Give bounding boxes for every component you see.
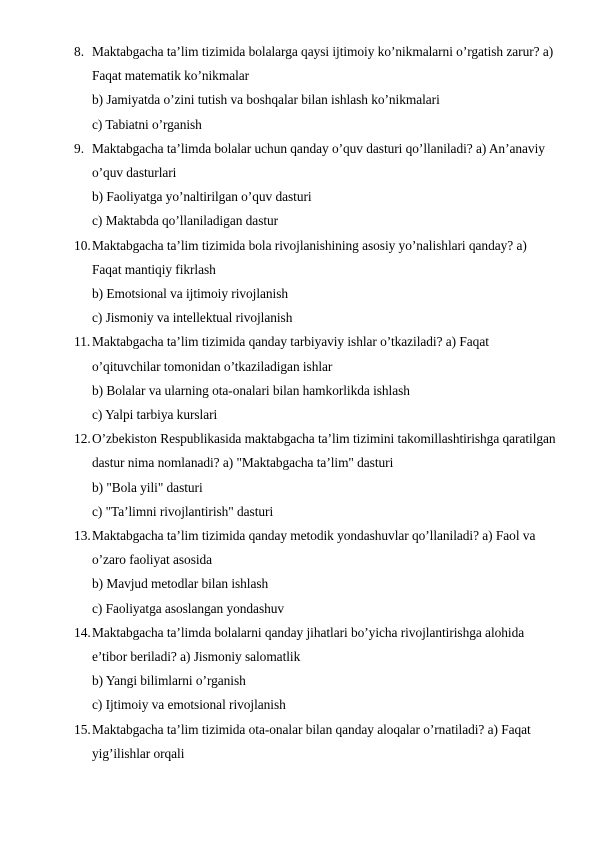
question-number: 9.	[74, 140, 85, 156]
answer-option: c) Tabiatni o’rganish	[92, 116, 202, 132]
answer-option: c) Jismoniy va intellektual rivojlanish	[92, 310, 293, 326]
answer-option: b) Faoliyatga yo’naltirilgan o’quv dasturi	[92, 189, 312, 205]
answer-option: c) "Ta’limni rivojlantirish" dasturi	[92, 503, 274, 519]
question-number: 12.	[74, 431, 91, 447]
question-text: O’zbekiston Respublikasida maktabgacha ta’lim tizimini takomillashtirishga qaratilgan dastur nima nomlanadi? a) "Maktabgacha ta’lim" dasturi	[92, 431, 556, 471]
question-text: Maktabgacha ta’lim tizimida ota-onalar bilan qanday aloqalar o’rnatiladi? a) Faqat yig’ilishlar orqali	[92, 721, 531, 761]
question-number: 8.	[74, 44, 85, 59]
question-number: 15.	[74, 721, 91, 737]
question-number: 13.	[74, 528, 91, 544]
document-page	[0, 40, 595, 766]
answer-option: c) Faoliyatga asoslangan yondashuv	[92, 600, 285, 616]
question-text: Maktabgacha ta’lim tizimida qanday tarbiyaviy ishlar o’tkaziladi? a) Faqat o’qituvchilar tomonidan o’tkaziladigan ishlar	[92, 334, 489, 374]
answer-option: b) Emotsional va ijtimoiy rivojlanish	[92, 286, 289, 302]
answer-option: b) "Bola yili" dasturi	[92, 479, 203, 495]
answer-option: b) Yangi bilimlarni o’rganish	[92, 673, 246, 689]
question-text: Maktabgacha ta’limda bolalar uchun qanday o’quv dasturi qo’llaniladi? a) An’anaviy o’quv dasturlari	[92, 140, 545, 181]
question-text: Maktabgacha ta’lim tizimida qanday metodik yondashuvlar qo’llaniladi? a) Faol va o’zaro faoliyat asosida	[92, 528, 536, 568]
question-item	[0, 330, 595, 427]
answer-option: b) Bolalar va ularning ota-onalari bilan hamkorlikda ishlash	[92, 382, 410, 398]
question-text: Maktabgacha ta’lim tizimida bolalarga qaysi ijtimoiy ko’nikmalarni o’rgatish zarur? a) Faqat matematik ko’nikmalar	[92, 44, 554, 84]
question-item	[0, 427, 595, 524]
question-number: 14.	[74, 624, 91, 640]
question-number: 11.	[74, 334, 91, 350]
answer-option: c) Yalpi tarbiya kurslari	[92, 407, 218, 423]
question-text: Maktabgacha ta’limda bolalarni qanday jihatlari bo’yicha rivojlantirishga alohida e’tibor beriladi? a) Jismoniy salomatlik	[92, 624, 525, 665]
question-item	[0, 718, 595, 766]
answer-option: b) Jamiyatda o’zini tutish va boshqalar bilan ishlash ko’nikmalari	[92, 92, 440, 108]
question-number: 10.	[74, 237, 91, 253]
answer-option: c) Maktabda qo’llaniladigan dastur	[92, 213, 279, 229]
question-text: Maktabgacha ta’lim tizimida bola rivojlanishining asosiy yo’nalishlari qanday? a) Faqat mantiqiy fikrlash	[92, 237, 527, 277]
answer-option: c) Ijtimoiy va emotsional rivojlanish	[92, 697, 286, 713]
answer-option: b) Mavjud metodlar bilan ishlash	[92, 576, 269, 592]
question-item	[0, 234, 595, 331]
question-item	[0, 621, 595, 718]
question-item	[0, 137, 595, 234]
question-item	[0, 40, 595, 137]
question-item	[0, 524, 595, 621]
